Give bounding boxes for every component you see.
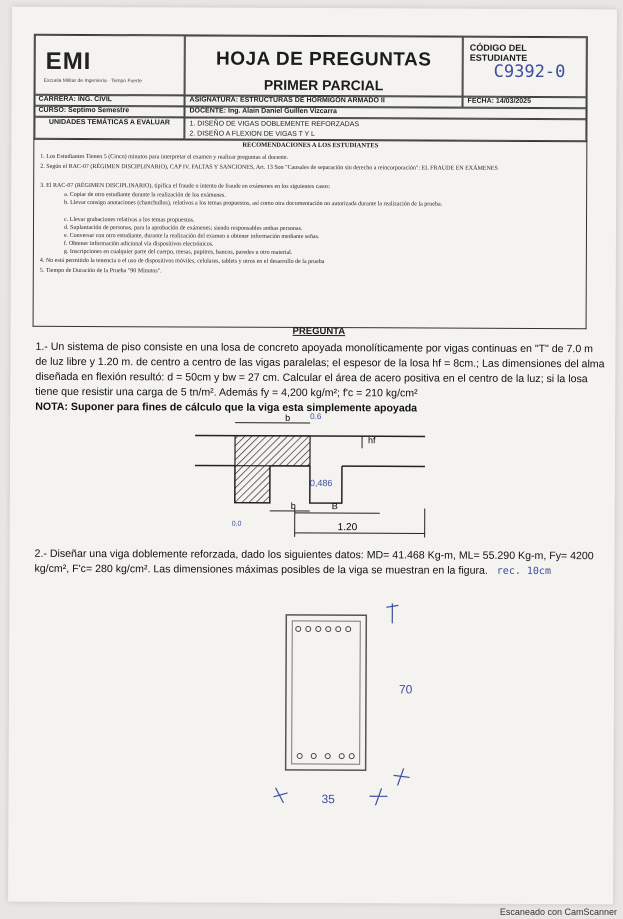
page-title: HOJA DE PREGUNTAS bbox=[215, 48, 432, 71]
width-label: 35 bbox=[321, 792, 335, 807]
question-1-text: 1.- Un sistema de piso consiste en una losa de concreto apoyada monolíticamente por vigas continuas en "T" de 7.0 m de luz libre y 1.20 m. de centro a centro de las vigas paralelas; el espesor de la losa hf = 8cm.; Las dimensiones del alma diseñada en flexión resultó: d = 50cm y bw = 27 cm. Calcular el área de acero positiva en el centro de la luz; si la losa tiene que resistir una carga de 5 tn/m². Además fy = 4,200 kg/m²; f'c = 210 kg/cm² bbox=[35, 340, 605, 400]
rec-item-4: 4. No está permitido la tenencia o el uso de dispositivos móviles, celulares, tablets y otros en el desarrollo de la prueba bbox=[39, 257, 325, 266]
question-2-body: 2.- Diseñar una viga doblemente reforzada, dado los siguientes datos: MD= 41.468 Kg-m, ML= 55.290 Kg-m, Fy= 4200 kg/cm², F'c= 280 kg/cm². Las dimensiones máximas posibles de la viga se muestran en la figura. bbox=[34, 547, 594, 577]
hand-note-low: 0,0 bbox=[231, 520, 242, 528]
top-bars bbox=[296, 626, 351, 631]
carrera-cell: CARRERA: ING. CIVIL bbox=[35, 95, 185, 107]
beam-outline bbox=[286, 615, 367, 770]
dim-hf-label: hf bbox=[368, 435, 376, 446]
temas-list bbox=[184, 117, 586, 141]
rec-item-5: 5. Tiempo de Duración de la Prueba "90 Minutos". bbox=[39, 267, 162, 275]
effective-flange bbox=[235, 436, 310, 466]
beam-section-figure bbox=[263, 593, 424, 809]
hand-note-mid: 0,486 bbox=[309, 477, 333, 489]
dim-B-label: B bbox=[331, 501, 338, 512]
hand-mark-top bbox=[386, 603, 398, 623]
hand-mark-right bbox=[369, 788, 387, 805]
web-left bbox=[235, 466, 270, 503]
tema-1: 1. DISEÑO DE VIGAS DOBLEMENTE REFORZADAS bbox=[189, 120, 360, 129]
handwritten-rec: rec. 10cm bbox=[496, 565, 552, 578]
student-code-label: CÓDIGO DEL ESTUDIANTE bbox=[469, 42, 528, 63]
rec-subitem-g: g. Inscripciones en cualquier parte del cuerpo, mesas, pupitres, bancos, paredes u otro material. bbox=[63, 248, 293, 256]
fecha-cell: FECHA: 14/03/2025 bbox=[463, 97, 587, 109]
rec-subitem-e: e. Conversar con otro estudiante, durante la realización del examen u obtener información mediante señas. bbox=[63, 232, 320, 241]
height-label: 70 bbox=[398, 682, 413, 697]
rec-item-1: 1. Los Estudiantes Tienen 5 (Cinco) minutos para interpretar el examen y realizar preguntas al docente. bbox=[40, 153, 289, 161]
rec-subitem-b: b. Llevar consigo anotaciones (chanchullos), relativos a los temas propuestos, así como otra documentación no autorizada durante la realización de la prueba. bbox=[64, 199, 443, 208]
question-1-note: NOTA: Suponer para fines de cálculo que la viga esta simplemente apoyada bbox=[35, 400, 418, 415]
rec-item-2: 2. Según el RAC-07 (RÉGIMEN DISCIPLINARIO), CAP IV. FALTAS Y SANCIONES, Art. 13 Son "Causales de separación sin derecho a reincorporación": EL FRAUDE EN EXÁMENES bbox=[40, 163, 498, 172]
hand-note-top: 0.6 bbox=[310, 412, 322, 422]
question-2-text bbox=[34, 547, 604, 579]
bottom-bars bbox=[297, 753, 354, 758]
student-code-cell bbox=[463, 37, 587, 98]
docente-cell: DOCENTE: Ing. Alain Daniel Guillen Vizcarra bbox=[184, 106, 586, 119]
hand-mark-bottom bbox=[394, 768, 410, 785]
dim-span-label: 1.20 bbox=[337, 522, 358, 534]
exam-sheet bbox=[8, 7, 617, 905]
rec-subitem-c: c. Llevar grabaciones relativas a los temas propuestos. bbox=[64, 216, 195, 224]
page-subtitle: PRIMER PARCIAL bbox=[263, 76, 384, 94]
logo-subtext: Escuela Militar de Ingeniería · Tempo Fuerte bbox=[43, 77, 142, 85]
recommendations-title: RECOMENDACIONES A LOS ESTUDIANTES bbox=[242, 141, 379, 150]
asignatura-cell: ASIGNATURA: ESTRUCTURAS DE HORMIGÓN ARMADO II bbox=[185, 95, 463, 107]
title-cell bbox=[185, 35, 463, 96]
emi-logo: EMI bbox=[45, 47, 92, 76]
curso-cell: CURSO: Septimo Semestre bbox=[34, 106, 184, 118]
hand-mark-left bbox=[273, 788, 287, 803]
dim-bw-label: b bbox=[290, 500, 296, 511]
tema-2: 2. DISEÑO A FLEXION DE VIGAS T Y L bbox=[189, 130, 315, 139]
logo-cell bbox=[35, 35, 185, 96]
rec-item-3: 3. El RAC-07 (RÉGIMEN DISCIPLINARIO), tipifica el fraude o intento de fraude en exámenes en los siguientes casos: bbox=[40, 182, 331, 191]
rec-subitem-f: f. Obtener información adicional vía dispositivos electrónicos. bbox=[63, 240, 214, 248]
dim-b-label: b bbox=[285, 412, 291, 423]
rec-subitem-a: a. Copiar de otro estudiante durante la realización de los exámenes. bbox=[64, 191, 226, 199]
t-beam-figure bbox=[190, 412, 436, 538]
scanner-footer: Escaneado con CamScanner bbox=[499, 907, 617, 917]
stirrup bbox=[292, 621, 361, 764]
pregunta-heading: PREGUNTA bbox=[292, 325, 346, 338]
student-code-value: C9392-0 bbox=[493, 61, 566, 83]
dim-span-line bbox=[295, 533, 425, 534]
unidades-label: UNIDADES TEMÁTICAS A EVALUAR bbox=[34, 117, 184, 140]
exam-header-table bbox=[33, 34, 587, 142]
rec-subitem-d: d. Suplantación de personas, para la aprobación de exámenes; siendo responsables ambas personas. bbox=[63, 224, 303, 232]
recommendations-box bbox=[33, 138, 588, 329]
